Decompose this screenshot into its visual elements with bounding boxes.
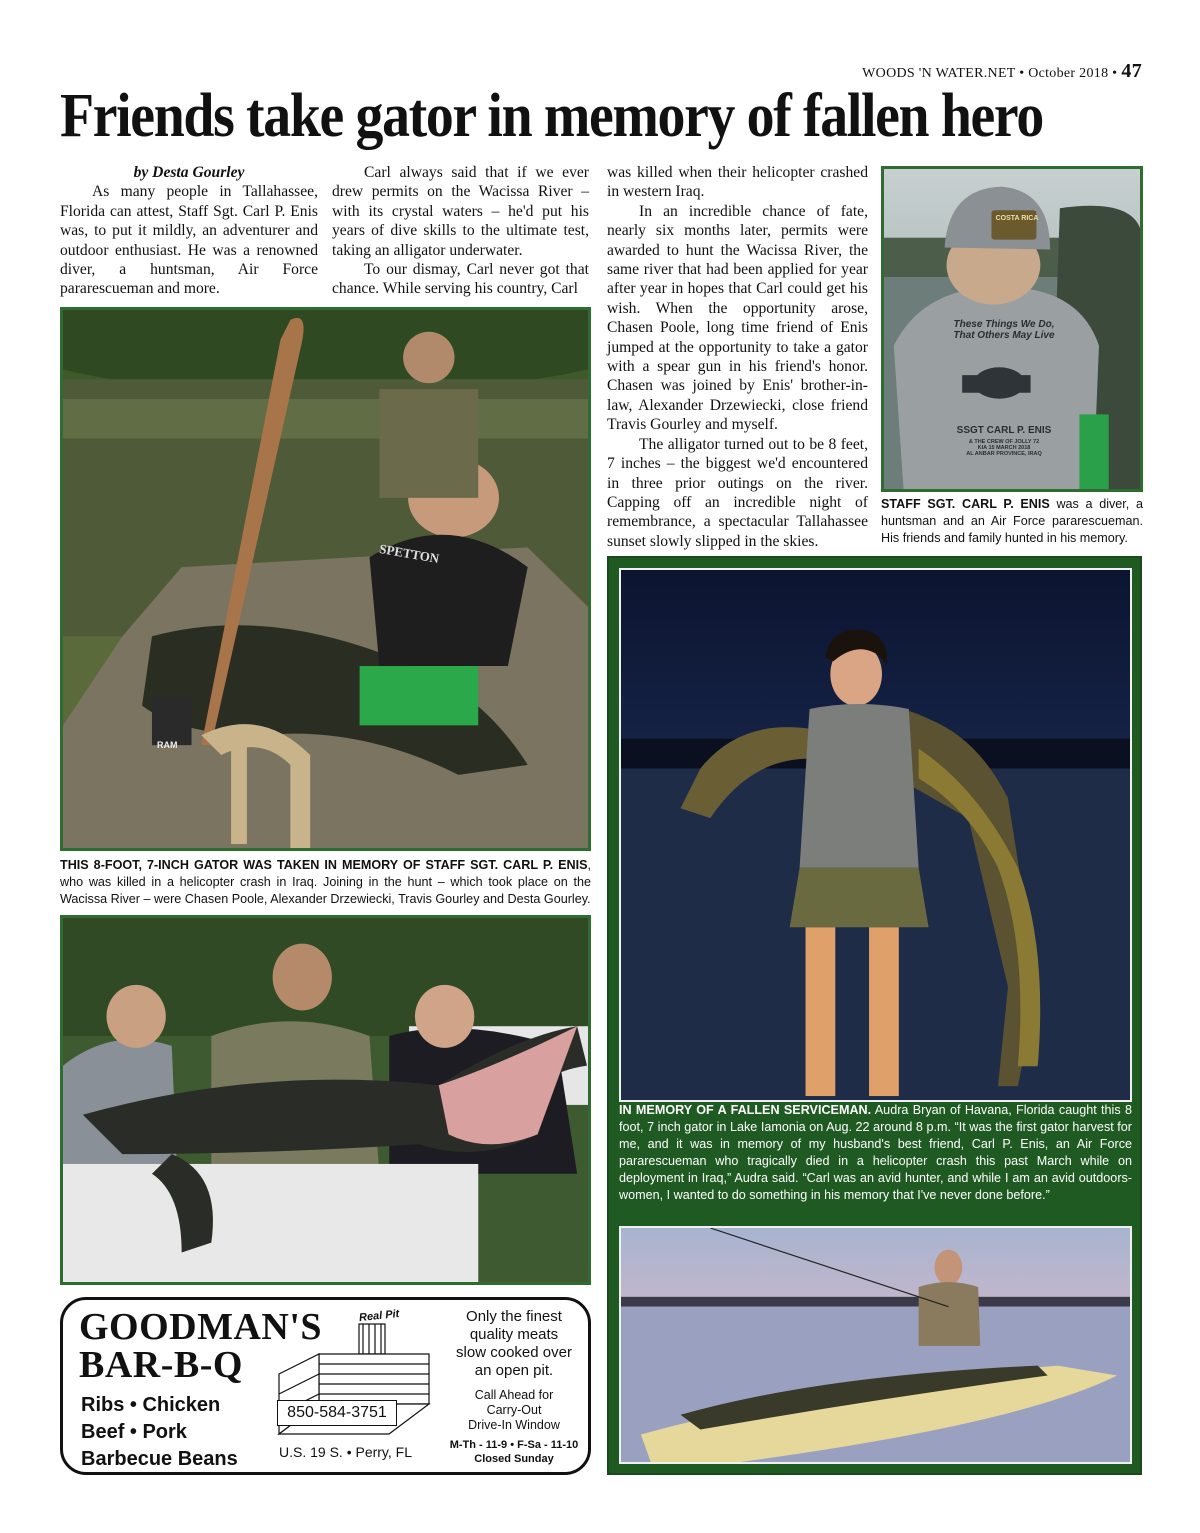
photo-memorial-shirt [881,166,1143,492]
shirt-detail-line: AL ANBAR PROVINCE, IRAQ [966,451,1042,457]
article-paragraph: As many people in Tallahassee, Florida can attest, Staff Sgt. Carl P. Enis was, to put it mildly, an adventurer and outdoor enthusiast. He was a renowned diver, a huntsman, Air Force pararescueman and more. [60,183,318,298]
goodmans-bbq-ad [60,1297,591,1475]
caption-gator-in-boat [60,857,591,908]
cap-badge-text: COSTA RICA [995,215,1039,222]
folio-text: WOODS 'N WATER.NET • October 2018 • [862,66,1118,81]
article-column-2 [332,163,589,299]
ad-tagline-line: slow cooked over [456,1344,572,1361]
shirt-slogan-line-1: These Things We Do, [953,319,1055,330]
ad-menu-line: Barbecue Beans [81,1448,238,1470]
photo-audra-with-gator [619,568,1132,1102]
shirt-details [924,439,1084,457]
ad-hours-line: M-Th - 11-9 • F-Sa - 11-10 [449,1439,579,1451]
caption-body: , who was killed in a helicopter crash in Iraq. Joining in the hunt – which took place on the Wacissa River – were Chasen Poole, Alexander Drzewiecki, Travis Gourley and Desta Gourley. [60,858,591,906]
caption-memorial-shirt [881,496,1143,547]
ad-call-line: Drive-In Window [468,1418,560,1432]
article-paragraph: The alligator turned out to be 8 feet, 7 inches – the biggest we'd encountered in three prior outings on the river. Capping off an incredible night of remembrance, a spectacular Tallahassee sunset slowly slipped in the skies. [607,435,868,550]
caption-lead: IN MEMORY OF A FALLEN SERVICEMAN. [619,1103,872,1117]
ad-hours [443,1438,585,1466]
article-column-1 [60,163,318,299]
photo-audra-in-boat [619,1226,1132,1464]
ad-tagline-line: an open pit. [474,1362,554,1379]
ad-call-line: Carry-Out [486,1403,542,1417]
ad-call-line: Call Ahead for [474,1388,554,1402]
headline: Friends take gator in memory of fallen hero [60,82,1043,150]
byline: by Desta Gourley [133,164,245,181]
caption-body: was a diver, a huntsman and an Air Force pararescueman. His friends and family hunted in his memory. [881,497,1143,545]
ad-menu-line: Ribs • Chicken [81,1394,221,1416]
sidebar-green-box [607,556,1142,1475]
ad-name-line: GOODMAN'S [79,1306,323,1348]
ad-tagline-line: quality meats [469,1326,559,1343]
ad-pit-label: Real Pit [358,1307,400,1325]
article-paragraph: In an incredible chance of fate, nearly six months later, permits were awarded to hunt the Wacissa River, the same river that had been applied for year after year in hopes that Carl could get his wish. When the opportunity arose, Chasen Poole, long time friend of Enis jumped at the opportunity to take a gator with a spear gun in his friend's honor. Chasen was joined by Enis' brother-in-law, Alexander Drzewiecki, close friend Travis Gourley and myself. [607,202,868,434]
shirt-detail-line: KIA 15 MARCH 2018 [977,445,1031,451]
shirt-slogan-line-2: That Others May Live [953,330,1055,341]
mount-text: RAM [157,740,178,750]
ad-phone: 850-584-3751 [277,1400,397,1426]
caption-audra-with-gator [619,1102,1132,1204]
ad-tagline-line: Only the finest [466,1308,562,1325]
ad-menu-line: Beef • Pork [81,1421,187,1443]
ad-menu [81,1392,238,1473]
ad-tagline [449,1308,579,1380]
ad-name-line: BAR-B-Q [79,1344,243,1386]
photo-gator-in-boat [60,307,591,851]
ad-address: U.S. 19 S. • Perry, FL [279,1444,413,1460]
page-number: 47 [1121,60,1142,82]
article-paragraph: was killed when their helicopter crashed in western Iraq. [607,164,868,201]
caption-body: Audra Bryan of Havana, Florida caught this 8 foot, 7 inch gator in Lake Iamonia on Aug. 22 around 8 p.m. “It was the first gator harvest for me, and it was in memory of my husband's best friend, Carl P. Enis, an Air Force pararescueman who tragically died in a helicopter crash this past March while on deployment in Iraq,” Audra said. “Carl was an avid hunter, and while I am an avid outdoors-women, I wanted to do something in his memory that I've never done before.” [619,1103,1132,1202]
shirt-slogan [924,319,1084,341]
photo-three-hunters-with-gator [60,915,591,1285]
wetsuit-text: SPETTON [378,540,441,567]
article-paragraph: Carl always said that if we ever drew permits on the Wacissa River – with its crystal waters – he'd put his years of dive skills to the ultimate test, taking an alligator underwater. [332,164,589,259]
article-paragraph: To our dismay, Carl never got that chance. While serving his country, Carl [332,261,589,298]
shirt-name: SSGT CARL P. ENIS [956,425,1052,436]
article-column-3 [607,163,868,551]
ad-closed-line: Closed Sunday [474,1453,554,1465]
caption-lead: STAFF SGT. CARL P. ENIS [881,497,1050,511]
ad-call-ahead [449,1388,579,1433]
caption-lead: THIS 8-FOOT, 7-INCH GATOR WAS TAKEN IN MEMORY OF STAFF SGT. CARL P. ENIS [60,858,588,872]
shirt-detail-line: & THE CREW OF JOLLY 72 [968,439,1040,445]
